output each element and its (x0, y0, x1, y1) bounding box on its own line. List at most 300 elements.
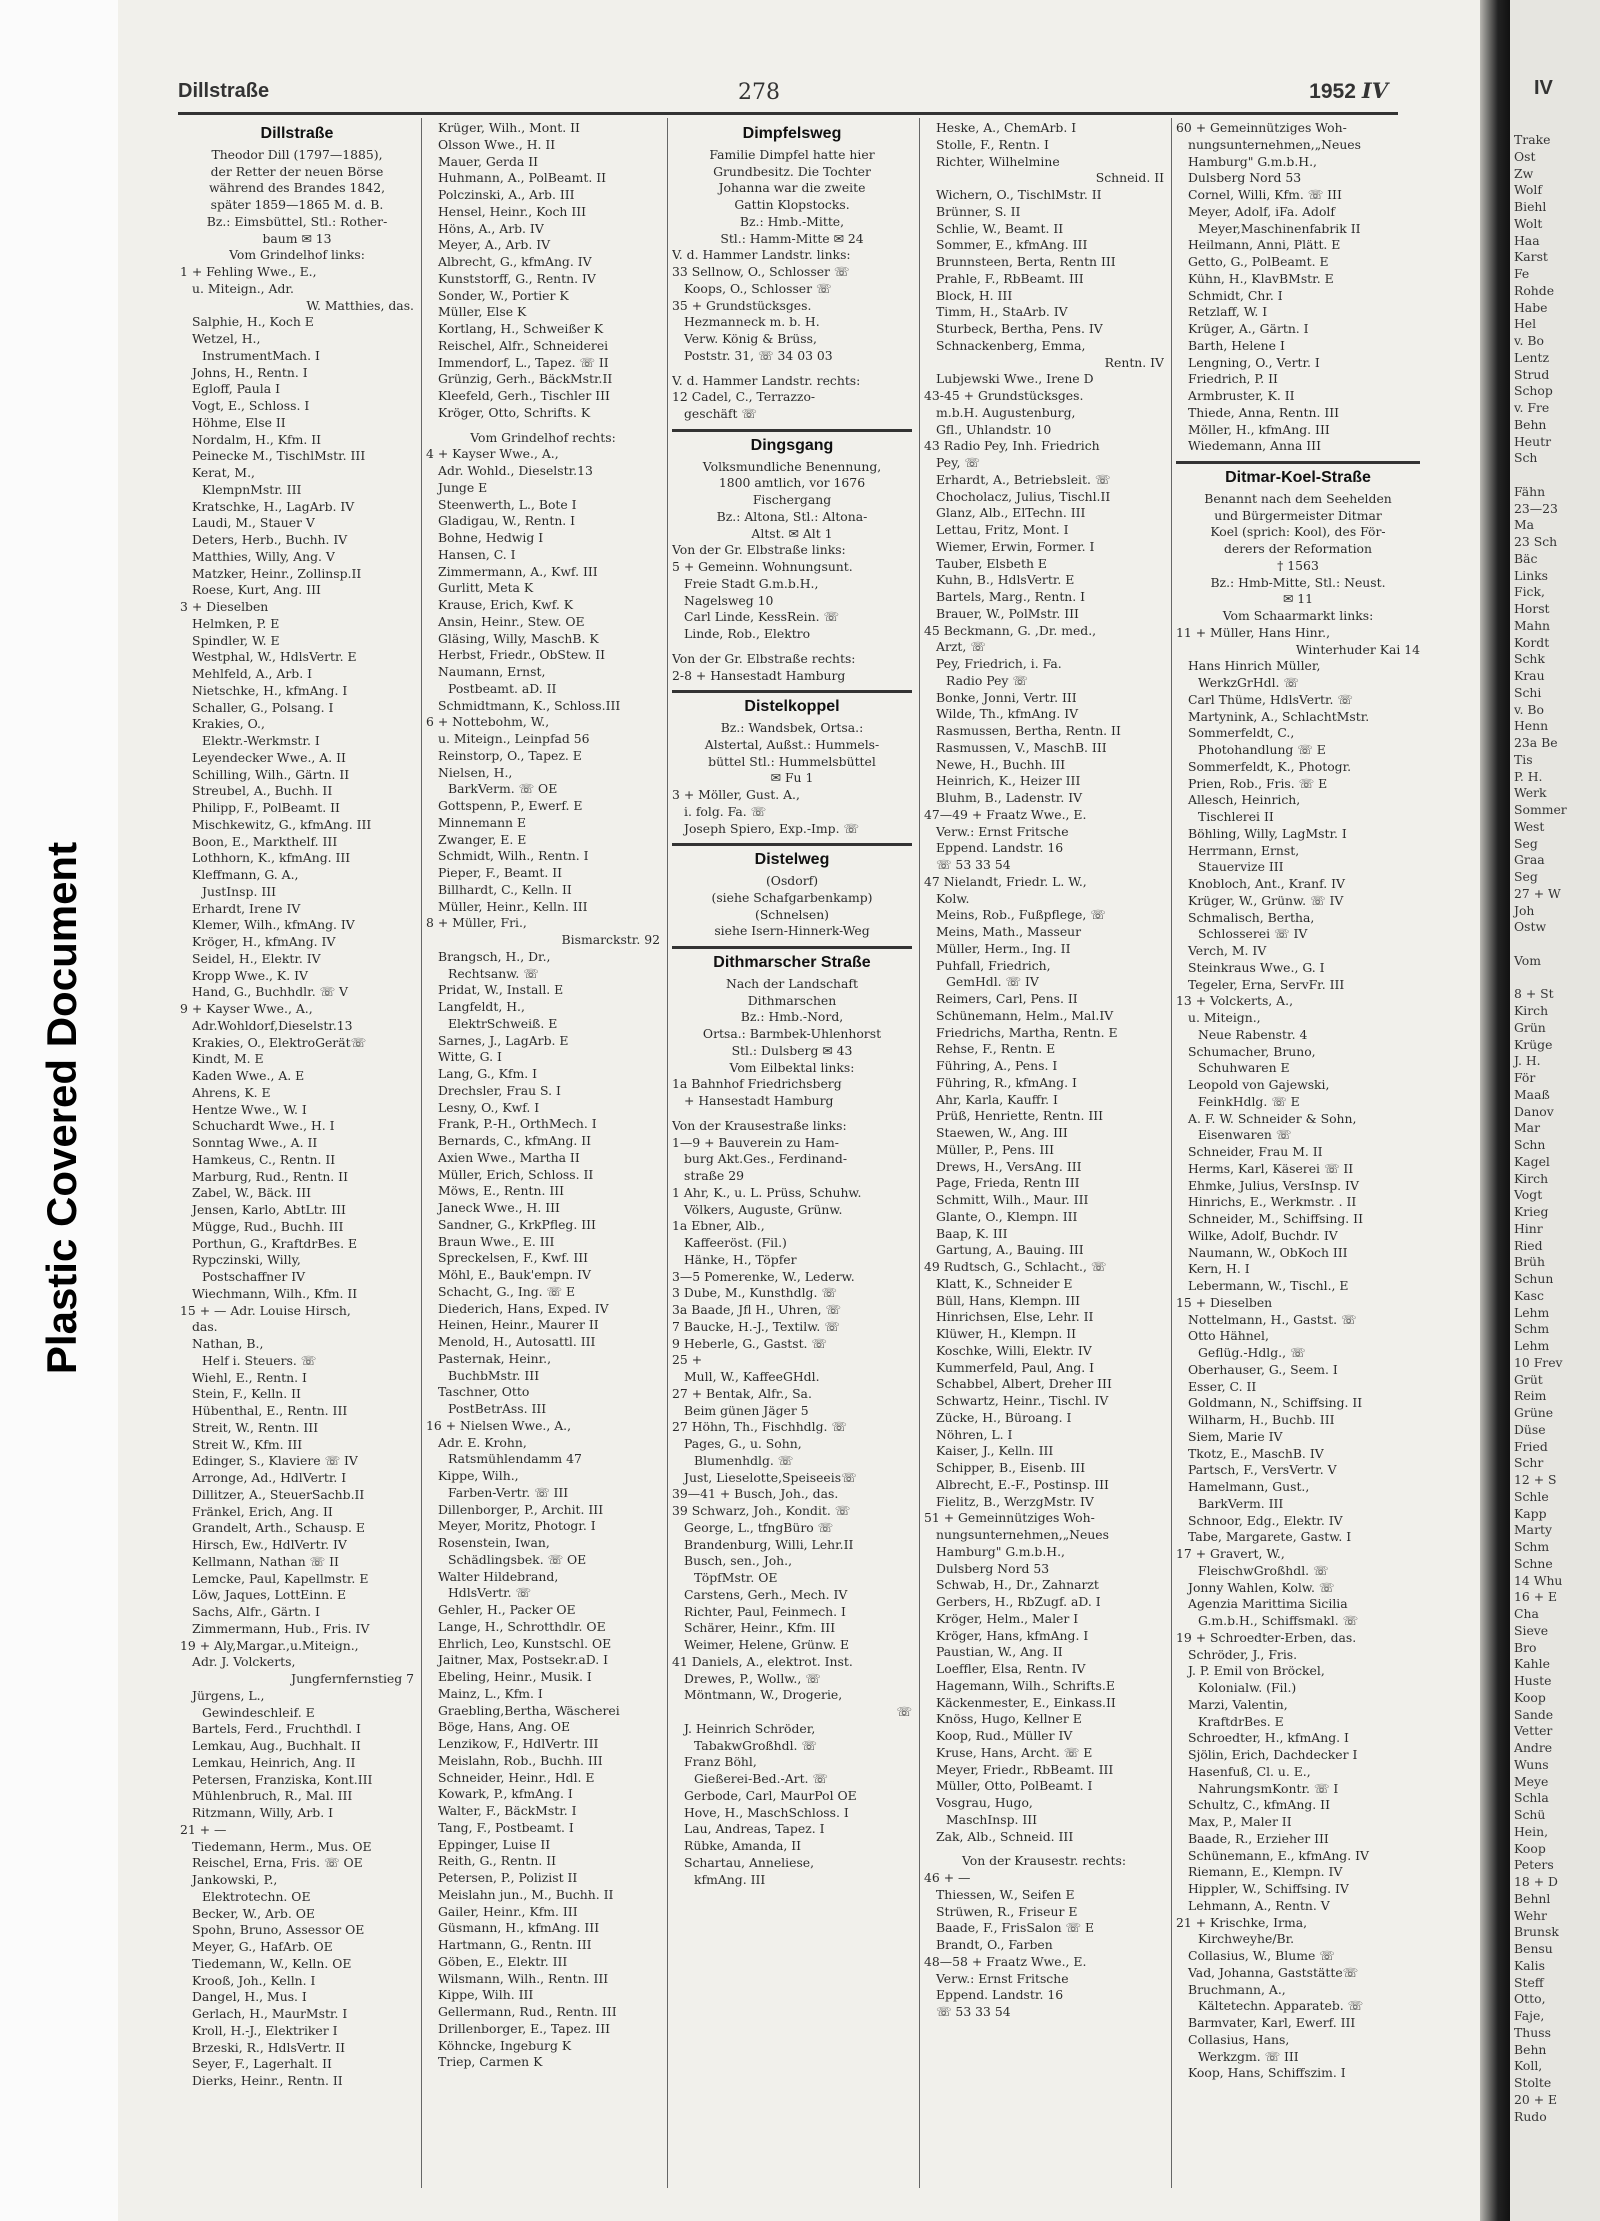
next-page-fragment: För (1514, 1070, 1536, 1085)
directory-line: Polczinski, A., Arb. III (438, 187, 575, 202)
next-page-fragment: Bensu (1514, 1941, 1553, 1956)
directory-line: Marzi, Valentin, (1188, 1696, 1288, 1712)
next-page-mark: IV (1534, 77, 1553, 99)
directory-line: 47 Nielandt, Friedr. L. W., (924, 873, 1087, 889)
next-page-fragment: Huste (1514, 1673, 1552, 1688)
directory-line: WerkzGrHdl. ☏ (1198, 675, 1299, 690)
directory-line: Schwab, H., Dr., Zahnarzt (936, 1577, 1099, 1593)
directory-line: Lothhorn, K., kfmAng. III (192, 850, 351, 866)
directory-line: Bz.: Wandsbek, Ortsa.: (720, 720, 864, 735)
next-page-fragment: Schla (1514, 1790, 1549, 1806)
directory-line: Kerat, M., (192, 465, 255, 480)
directory-line: Lengning, O., Vertr. I (1188, 354, 1320, 370)
next-page-fragment: Heutr (1514, 433, 1552, 449)
directory-line: Hamkeus, C., Rentn. II (192, 1151, 336, 1167)
directory-line: V. d. Hammer Landstr. links: (672, 247, 851, 263)
directory-line: Gehler, H., Packer OE (438, 1602, 576, 1617)
directory-line: siehe Isern-Hinnerk-Weg (714, 923, 870, 939)
directory-page (118, 0, 1480, 2221)
next-page-fragment: Mar (1514, 1120, 1540, 1136)
directory-line: Kroll, H.-J., Elektriker I (192, 2022, 338, 2038)
column-1 (180, 120, 414, 2200)
directory-line: Hinrichsen, Else, Lehr. II (936, 1309, 1094, 1325)
directory-line: Naumann, Ernst, (438, 664, 546, 679)
next-page-fragment: Lehm (1514, 1304, 1550, 1320)
directory-line: Zak, Alb., Schneid. III (936, 1828, 1074, 1844)
directory-line: Sturbeck, Bertha, Pens. IV (936, 321, 1103, 336)
directory-line: Philipp, F., PolBeamt. II (192, 800, 340, 815)
directory-line: Hand, G., Buchhdlr. ☏ V (192, 984, 348, 1000)
directory-line: Familie Dimpfel hatte hier (709, 146, 875, 162)
directory-line: Edinger, S., Klaviere ☏ IV (192, 1453, 358, 1469)
directory-line: während des Brandes 1842, (208, 180, 386, 196)
next-page-fragment: J. H. (1514, 1053, 1541, 1069)
next-page-fragment: Marty (1514, 1522, 1552, 1538)
next-page-fragment: 18 + D (1514, 1874, 1558, 1889)
directory-line: Heinen, Heinr., Maurer II (438, 1317, 599, 1333)
directory-line: Jürgens, L., (192, 1687, 265, 1703)
directory-line: V. d. Hammer Landstr. rechts: (672, 372, 861, 388)
directory-line: Grünzig, Gerh., BäckMstr.II (438, 371, 613, 387)
directory-line: Schneider, Heinr., Hdl. E (438, 1769, 595, 1785)
directory-line: Frank, P.-H., OrthMech. I (438, 1116, 597, 1132)
directory-line: Carl Linde, KessRein. ☏ (684, 609, 839, 625)
next-page-fragment: Joh (1514, 902, 1535, 918)
directory-line: Bruchmann, A., (1188, 1981, 1286, 1997)
directory-line: Billhardt, C., Kelln. II (438, 881, 572, 897)
directory-line: Gailer, Heinr., Kfm. III (438, 1903, 578, 1919)
directory-line: Bartels, Ferd., Fruchthdl. I (192, 1721, 361, 1737)
next-page-fragment: Hel (1514, 316, 1537, 332)
directory-line: Gläsing, Willy, MaschB. K (438, 630, 599, 646)
directory-line: 41 Daniels, A., elektrot. Inst. (672, 1653, 853, 1669)
directory-line: Tegeler, Erna, ServFr. III (1188, 976, 1345, 992)
directory-line: Prahle, F., RbBeamt. III (936, 270, 1084, 286)
directory-line: (Schnelsen) (754, 906, 830, 922)
directory-line: Bz.: Altona, Stl.: Altona- (716, 508, 868, 524)
directory-line: Schartau, Anneliese, (684, 1854, 815, 1870)
directory-line: 35 + Grundstücksges. (672, 297, 812, 313)
directory-line: Ratsmühlendamm 47 (448, 1451, 582, 1467)
directory-line: J. Heinrich Schröder, (684, 1720, 816, 1736)
next-page-fragment: Fähn (1514, 483, 1546, 499)
spacer (672, 643, 912, 651)
next-page-fragment: Sommer (1514, 802, 1567, 817)
directory-line: Busch, sen., Joh., (684, 1553, 793, 1569)
directory-line: Arzt, ☏ (936, 639, 986, 655)
next-page-fragment: Faje, (1514, 2008, 1545, 2023)
directory-line: 1a Bahnhof Friedrichsberg (672, 1076, 842, 1092)
next-page-fragment: Vogt (1514, 1187, 1543, 1203)
directory-line: Brünner, S. II (936, 203, 1021, 219)
directory-line: Kratschke, H., LagArb. IV (192, 498, 355, 514)
directory-line: Hensel, Heinr., Koch III (438, 203, 587, 219)
directory-line: Ehrlich, Leo, Kunstschl. OE (438, 1635, 612, 1651)
directory-line: Glanz, Alb., ElTechn. III (936, 505, 1086, 521)
directory-line: Herrmann, Ernst, (1188, 842, 1300, 858)
directory-line: (siehe Schafgarbenkamp) (711, 889, 873, 905)
next-page-fragment: v. Bo (1514, 333, 1544, 348)
directory-line: Hagemann, Wilh., Schrifts.E (936, 1677, 1115, 1693)
directory-line: JustInsp. III (202, 883, 277, 899)
directory-line: A. F. W. Schneider & Sohn, (1188, 1110, 1357, 1126)
directory-line: Von der Krausestraße links: (672, 1117, 847, 1133)
directory-line: Baade, F., FrisSalon ☏ E (936, 1920, 1095, 1936)
next-page-fragment: Hinr (1514, 1220, 1543, 1236)
directory-line: Erhardt, Irene IV (192, 900, 301, 916)
directory-line: 45 Beckmann, G. ,Dr. med., (924, 622, 1097, 638)
directory-line: Bz.: Hmb.-Mitte, (739, 213, 845, 229)
directory-line: Fielitz, B., WerzgMstr. IV (936, 1493, 1094, 1509)
directory-line: Höns, A., Arb. IV (438, 220, 544, 236)
directory-line: Block, H. III (936, 287, 1013, 303)
directory-line: 3 Dube, M., Kunsthdlg. ☏ (672, 1285, 837, 1301)
directory-line: Hippler, W., Schiffsing. IV (1188, 1881, 1349, 1896)
directory-line: Hirsch, Ew., HdlVertr. IV (192, 1537, 347, 1552)
directory-line: 16 + Nielsen Wwe., A., (426, 1417, 572, 1433)
directory-line: Dulsberg Nord 53 (936, 1560, 1050, 1576)
directory-line: Heilmann, Anni, Plätt. E (1188, 237, 1341, 253)
spacer (426, 422, 660, 430)
directory-line: Hezmanneck m. b. H. (684, 314, 820, 330)
directory-line: Arronge, Ad., HdlVertr. I (192, 1470, 347, 1485)
next-page-fragment: Bäc (1514, 550, 1538, 566)
next-page-fragment: Behnl (1514, 1890, 1551, 1906)
street-heading: Ditmar-Koel-Straße (1225, 469, 1371, 486)
next-page-fragment: Schne (1514, 1555, 1553, 1571)
street-heading: Dithmarscher Straße (713, 954, 871, 971)
directory-line: Farben-Vertr. ☏ III (448, 1484, 569, 1500)
directory-line: Jonny Wahlen, Kolw. ☏ (1188, 1579, 1335, 1595)
next-page-fragment: Kagel (1514, 1153, 1550, 1169)
directory-line: Wetzel, H., (192, 331, 261, 346)
directory-line: Pridat, W., Install. E (438, 982, 564, 998)
directory-line: Mull, W., KaffeeGHdl. (684, 1369, 820, 1384)
directory-line: 9 Heberle, G., Gastst. ☏ (672, 1335, 827, 1351)
directory-line: Klemer, Wilh., kfmAng. IV (192, 917, 355, 933)
next-page-fragment: 23—23 (1514, 500, 1558, 516)
directory-line: Postschaffner IV (202, 1269, 306, 1284)
directory-line: Schärer, Heinr., Kfm. III (684, 1620, 836, 1636)
directory-line: Goldmann, N., Schiffsing. II (1188, 1395, 1363, 1411)
next-page-fragment: Karst (1514, 249, 1548, 265)
directory-line: Page, Frieda, Rentn III (936, 1175, 1080, 1191)
directory-line: Meyer, Friedr., RbBeamt. III (936, 1761, 1114, 1777)
directory-line: Salphie, H., Koch E (192, 314, 314, 330)
directory-line: (Osdorf) (765, 873, 819, 888)
directory-line: Riemann, E., Klempn. IV (1188, 1864, 1343, 1880)
directory-line: Steinkraus Wwe., G. I (1188, 959, 1325, 975)
directory-line: Kältetechn. Apparateb. ☏ (1198, 1998, 1364, 2014)
directory-line: Helmken, P. E (192, 615, 280, 631)
next-page-fragment: Stolte (1514, 2075, 1552, 2090)
next-page-text (1510, 132, 1567, 2125)
directory-line: Nöhren, L. I (936, 1426, 1013, 1442)
directory-line: Witte, G. I (438, 1049, 502, 1065)
directory-line: 49 Rudtsch, G., Schlacht., ☏ (924, 1259, 1107, 1274)
directory-line: 15 + Dieselben (1176, 1294, 1273, 1310)
directory-line: Schipper, B., Eisenb. III (936, 1460, 1086, 1475)
directory-line: Hove, H., MaschSchloss. I (684, 1804, 849, 1820)
next-page-fragment: Biehl (1514, 199, 1547, 214)
directory-line: Verw.: Ernst Fritsche (936, 1970, 1069, 1986)
directory-line: Jaitner, Max, Postsekr.aD. I (438, 1652, 608, 1668)
directory-line: u. Miteign., Adr. (192, 280, 294, 296)
directory-line: Schlosserei ☏ IV (1198, 926, 1308, 942)
directory-line: Von der Gr. Elbstraße rechts: (672, 650, 856, 666)
directory-line: u. Miteign., (1188, 1010, 1261, 1025)
directory-line: Meyer, A., Arb. IV (438, 237, 551, 253)
next-page-fragment: Danov (1514, 1103, 1554, 1119)
next-page-fragment: Thuss (1514, 2024, 1551, 2040)
directory-line: Heske, A., ChemArb. I (936, 120, 1077, 135)
next-page-fragment: 12 + S (1514, 1472, 1557, 1487)
next-page-fragment: Fe (1514, 266, 1530, 281)
next-page-fragment: Horst (1514, 601, 1550, 616)
directory-line: Neue Rabenstr. 4 (1198, 1026, 1308, 1042)
directory-line: Boon, E., Markthelf. III (192, 833, 338, 849)
directory-line: Müller, P., Pens. III (936, 1141, 1055, 1157)
directory-line: Mauer, Gerda II (438, 153, 539, 169)
directory-line: Krüger, W., Grünw. ☏ IV (1188, 892, 1344, 908)
directory-line: Beim günen Jäger 5 (684, 1402, 809, 1418)
next-page-fragment: Koop (1514, 1689, 1546, 1705)
running-head-street: Dillstraße (178, 80, 270, 102)
directory-line: Radio Pey ☏ (946, 672, 1028, 688)
directory-line: TabakwGroßhdl. ☏ (694, 1737, 817, 1753)
directory-line: und Bürgermeister Ditmar (1214, 507, 1382, 523)
next-page-fragment: Koll, (1514, 2058, 1543, 2074)
directory-line: Knöss, Hugo, Kellner E (936, 1711, 1082, 1727)
directory-line: Allesch, Heinrich, (1188, 792, 1301, 808)
directory-line: später 1859—1865 M. d. B. (210, 197, 384, 212)
next-page-fragment: Rudo (1514, 2108, 1547, 2124)
directory-line: 39 Schwarz, Joh., Kondit. ☏ (672, 1503, 851, 1518)
directory-line: Ritzmann, Willy, Arb. I (192, 1805, 333, 1820)
next-page-fragment: Seg (1514, 835, 1538, 851)
column-divider (421, 118, 422, 2188)
directory-line: Schwartz, Heinr., Tischl. IV (936, 1393, 1109, 1408)
directory-line: Herms, Karl, Käserei ☏ II (1188, 1160, 1354, 1176)
next-page-fragment: 20 + E (1514, 2091, 1558, 2107)
directory-line: Richter, Wilhelmine (936, 153, 1060, 169)
next-page-fragment: Andre (1514, 1740, 1553, 1755)
directory-line: Krause, Erich, Kwf. K (438, 597, 573, 612)
directory-line: Freie Stadt G.m.b.H., (684, 575, 819, 591)
directory-line: derers der Reformation (1223, 541, 1373, 556)
directory-line: 7 Baucke, H.-J., Textilw. ☏ (672, 1318, 840, 1334)
directory-line: Mischkewitz, G., kfmAng. III (192, 816, 372, 832)
directory-line: Schneider, M., Schiffsing. II (1188, 1211, 1363, 1226)
directory-line: Meyer, Moritz, Photogr. I (438, 1518, 596, 1534)
next-page-fragment: Rohde (1514, 282, 1555, 298)
directory-line: Gerbers, H., RbZugf. aD. I (936, 1594, 1101, 1609)
directory-line: Bernards, C., kfmAng. II (438, 1133, 592, 1148)
directory-line: Sandner, G., KrkPfleg. III (438, 1216, 596, 1232)
directory-line: Meyer, G., HafArb. OE (192, 1939, 333, 1954)
directory-line: 25 + (672, 1352, 703, 1368)
directory-line: Möntmann, W., Drogerie, (684, 1687, 843, 1703)
directory-line: Rechtsanw. ☏ (448, 965, 539, 981)
directory-line: 21 + — (180, 1821, 227, 1837)
directory-line: Verw.: Ernst Fritsche (936, 823, 1069, 839)
next-page-fragment: Habe (1514, 299, 1548, 315)
directory-line: i. folg. Fa. ☏ (684, 803, 767, 819)
next-page-fragment: Seg (1514, 869, 1538, 884)
next-page-fragment: Peters (1514, 1857, 1554, 1873)
next-page-fragment: Fried (1514, 1438, 1548, 1454)
directory-line: Otto Hähnel, (1188, 1328, 1269, 1344)
directory-line: Möller, H., kfmAng. III (1188, 421, 1330, 437)
next-page-fragment: v. Fre (1514, 400, 1550, 415)
directory-line: Koop, Rud., Müller IV (936, 1728, 1073, 1743)
directory-line: Westphal, W., HdlsVertr. E (192, 649, 357, 665)
directory-line: Porthun, G., KraftdrBes. E (192, 1235, 357, 1251)
directory-line: Carl Thüme, HdlsVertr. ☏ (1188, 691, 1353, 707)
column-divider (919, 118, 920, 2188)
directory-line: Wiechmann, Wilh., Kfm. II (192, 1285, 358, 1301)
directory-line: Partsch, F., VersVertr. V (1188, 1462, 1337, 1478)
directory-line: Sommerfeldt, C., (1188, 725, 1295, 741)
directory-line: Ehmke, Julius, VersInsp. IV (1188, 1177, 1359, 1193)
directory-line: Büll, Hans, Klempn. III (936, 1292, 1081, 1308)
directory-line: Kellmann, Nathan ☏ II (192, 1553, 339, 1569)
directory-line: BarkVerm. ☏ OE (448, 781, 558, 797)
directory-line: Pasternak, Heinr., (438, 1350, 552, 1366)
directory-line: m.b.H. Augustenburg, (936, 404, 1076, 420)
directory-line: Adr.Wohldorf,Dieselstr.13 (192, 1017, 353, 1033)
directory-line: Dierks, Heinr., Rentn. II (192, 2073, 343, 2088)
directory-line: Sonntag Wwe., A. II (192, 1135, 318, 1150)
street-heading: Distelkoppel (744, 698, 840, 716)
directory-line: Kortlang, H., Schweißer K (438, 321, 604, 336)
directory-line: Pages, G., u. Sohn, (684, 1436, 802, 1451)
directory-line: Hänke, H., Töpfer (684, 1251, 797, 1267)
next-page-fragment: Sch (1514, 450, 1538, 466)
directory-line: Wiemer, Erwin, Former. I (936, 538, 1095, 554)
directory-line: Seyer, F., Lagerhalt. II (192, 2056, 332, 2072)
directory-line: Kröger, Helm., Maler I (936, 1610, 1079, 1626)
directory-line: das. (192, 1319, 218, 1335)
next-page-fragment: v. Bo (1514, 701, 1544, 717)
directory-line: Führing, A., Pens. I (936, 1058, 1058, 1073)
directory-line: Nielsen, H., (438, 764, 513, 780)
directory-line: Stl.: Dulsberg ✉ 43 (731, 1042, 853, 1058)
directory-line: Schünemann, E., kfmAng. IV (1188, 1847, 1369, 1863)
directory-line: Kuhn, B., HdlsVertr. E (936, 572, 1075, 588)
directory-line: Joseph Spiero, Exp.-Imp. ☏ (684, 820, 859, 836)
directory-line: Alstertal, Außst.: Hummels- (704, 736, 880, 752)
directory-line: Vogt, E., Schloss. I (192, 398, 310, 413)
directory-line: Strüwen, R., Friseur E (936, 1903, 1078, 1919)
directory-line: Petersen, Franziska, Kont.III (192, 1771, 373, 1787)
directory-line: Güsmann, H., kfmAng. III (438, 1920, 600, 1936)
directory-line: Müller, Otto, PolBeamt. I (936, 1778, 1093, 1794)
next-page-fragment (1510, 970, 1567, 987)
directory-line: Schneid. II (1095, 170, 1164, 186)
directory-line: Kummerfeld, Paul, Ang. I (936, 1359, 1095, 1375)
directory-line: Lesny, O., Kwf. I (438, 1099, 540, 1115)
next-page-fragment: Grün (1514, 1019, 1546, 1035)
spacer (924, 1845, 1164, 1853)
directory-line: Theodor Dill (1797—1885), (211, 146, 383, 162)
directory-line: GemHdl. ☏ IV (946, 974, 1039, 990)
directory-line: Immendorf, L., Tapez. ☏ II (438, 354, 609, 370)
directory-line: baum ✉ 13 (262, 230, 332, 246)
directory-line: Zimmermann, Hub., Fris. IV (192, 1620, 370, 1636)
directory-line: Knobloch, Ant., Kranf. IV (1188, 876, 1345, 891)
directory-line: Krakies, O., ElektroGerät☏ (192, 1034, 367, 1050)
directory-line: Walter Hildebrand, (438, 1568, 559, 1584)
directory-line: burg Akt.Ges., Ferdinand- (684, 1151, 848, 1167)
directory-line: Brzeski, R., HdlsVertr. II (192, 2039, 346, 2055)
directory-line: Schmidt, Wilh., Rentn. I (438, 848, 589, 864)
directory-line: 43 Radio Pey, Inh. Friedrich (924, 438, 1100, 454)
directory-line: Staewen, W., Ang. III (936, 1125, 1068, 1140)
directory-line: Thiessen, W., Seifen E (936, 1886, 1075, 1902)
next-page-fragment: Wuns (1514, 1756, 1549, 1772)
directory-line: 13 + Volckerts, A., (1176, 993, 1294, 1009)
street-heading: Dingsgang (750, 436, 834, 454)
directory-line: BuchbMstr. III (448, 1367, 540, 1383)
directory-line: Gewindeschleif. E (202, 1704, 315, 1720)
directory-line: Fränkel, Erich, Ang. II (192, 1503, 333, 1519)
directory-line: NahrungsmKontr. ☏ I (1198, 1780, 1339, 1796)
directory-line: Hentze Wwe., W. I (192, 1101, 307, 1117)
directory-line: Kowark, P., kfmAng. I (438, 1786, 573, 1802)
directory-line: Huhmann, A., PolBeamt. II (438, 170, 606, 186)
directory-line: Stolle, F., Rentn. I (936, 136, 1049, 152)
directory-line: Bz.: Eimsbüttel, Stl.: Rother- (206, 213, 388, 229)
directory-line: Laudi, M., Stauer V (192, 515, 315, 531)
directory-line: Leopold von Gajewski, (1188, 1077, 1330, 1092)
directory-line: Benannt nach dem Seehelden (1204, 490, 1392, 506)
directory-line: Brunnsteen, Berta, Rentn III (936, 254, 1116, 269)
side-label: Plastic Covered Document (38, 841, 85, 1375)
next-page-fragment: Tis (1514, 751, 1533, 767)
directory-line: Pey, ☏ (936, 455, 980, 470)
directory-line: Böge, Hans, Ang. OE (438, 1719, 571, 1735)
directory-line: Kindt, M. E (192, 1051, 264, 1067)
directory-line: Esser, C. II (1188, 1378, 1257, 1394)
directory-line: FleischwGroßhdl. ☏ (1198, 1562, 1329, 1578)
directory-line: Lettau, Fritz, Mont. I (936, 522, 1069, 537)
directory-line: Drillenborger, E., Tapez. III (438, 2020, 610, 2036)
directory-line: Puhfall, Friedrich, (936, 957, 1051, 973)
directory-line: Kern, H. I (1188, 1261, 1250, 1277)
directory-line: Olsson Wwe., H. II (438, 136, 556, 152)
directory-line: 4 + Kayser Wwe., A., (426, 446, 559, 462)
directory-line: Carstens, Gerh., Mech. IV (684, 1586, 848, 1602)
directory-line: PostBetrAss. III (448, 1401, 547, 1416)
directory-line: BarkVerm. III (1198, 1495, 1284, 1511)
next-page-fragment: Lentz (1514, 349, 1550, 365)
directory-line: Führing, R., kfmAng. I (936, 1074, 1077, 1090)
next-page-fragment: P. H. (1514, 768, 1543, 784)
directory-line: Tang, F., Postbeamt. I (438, 1819, 574, 1835)
directory-line: ✉ Fu 1 (770, 770, 814, 786)
directory-line: Bismarckstr. 92 (561, 932, 660, 947)
directory-line: Koops, O., Schlosser ☏ (684, 280, 832, 296)
directory-line: Käckenmester, E., Einkass.II (936, 1694, 1116, 1710)
next-page-fragment: Krau (1514, 668, 1545, 683)
directory-line: Axien Wwe., Martha II (438, 1149, 580, 1165)
directory-line: Janeck Wwe., H. III (438, 1200, 560, 1215)
directory-line: Werkzgm. ☏ III (1198, 2048, 1299, 2064)
directory-line: Rasmussen, V., MaschB. III (936, 739, 1107, 755)
directory-line: Menold, H., Autosattl. III (438, 1334, 596, 1349)
section-rule (672, 946, 912, 949)
